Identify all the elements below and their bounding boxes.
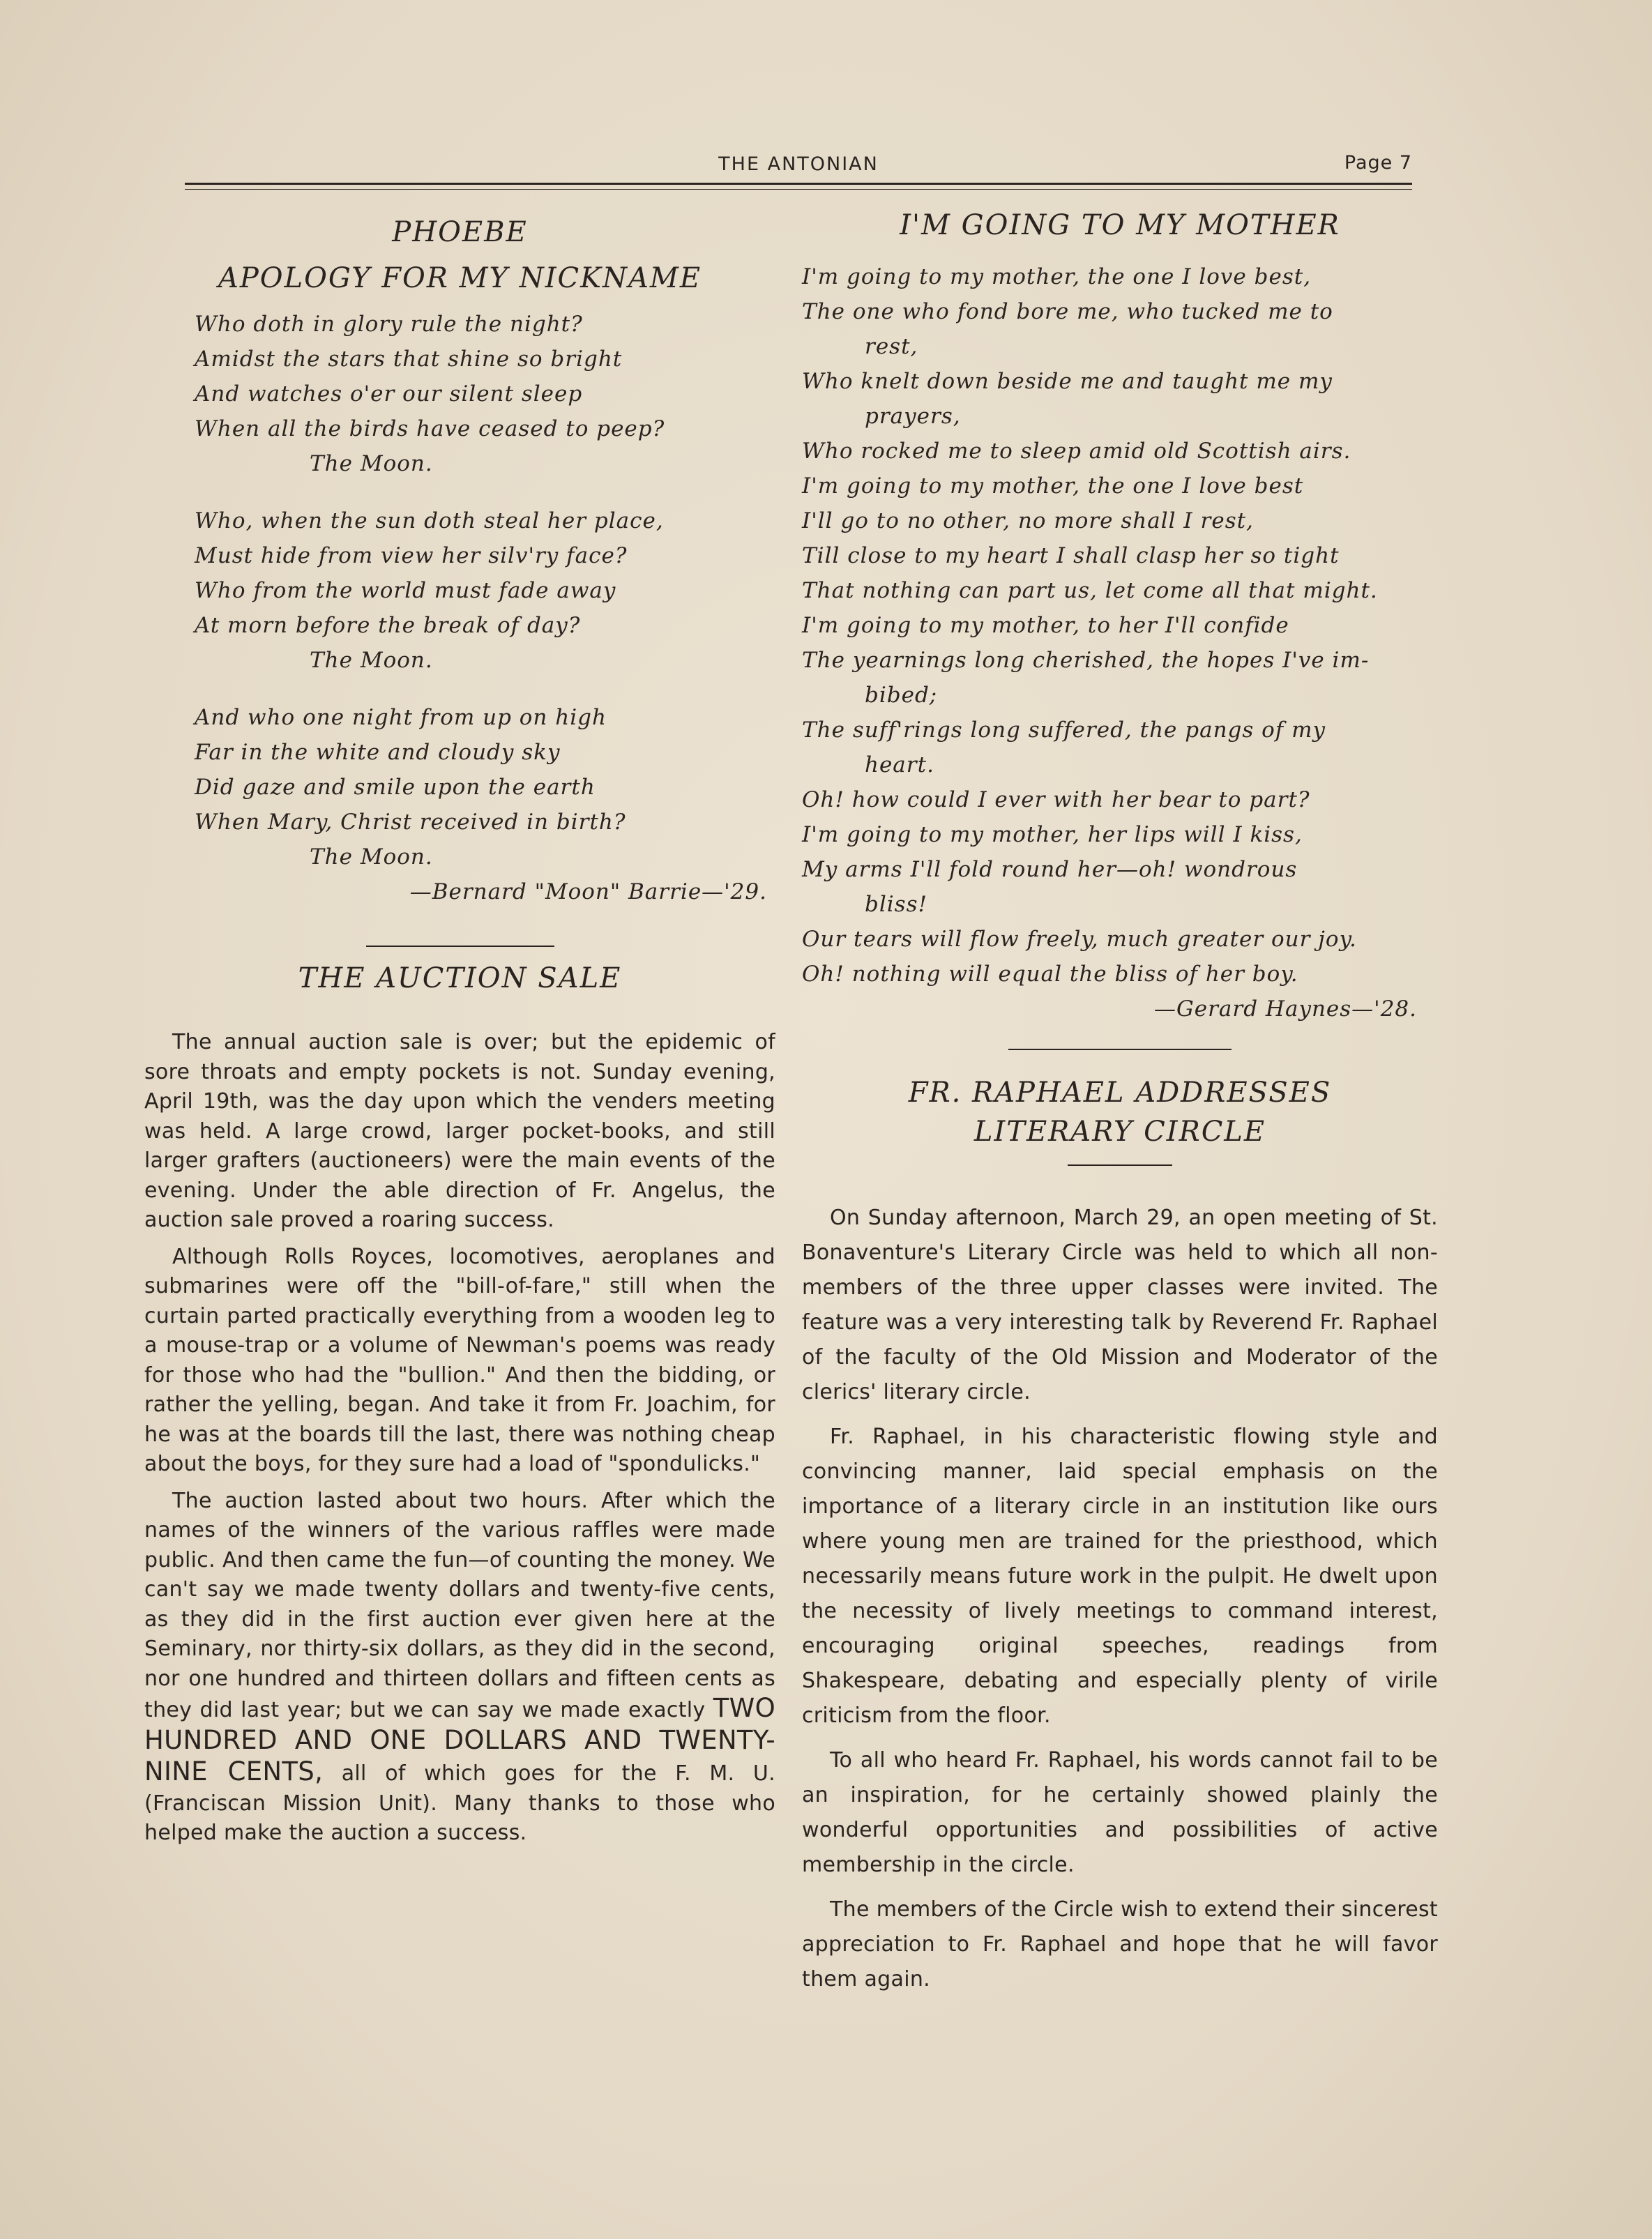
poem-line: I'll go to no other, no more shall I rest,: [802, 508, 1254, 533]
publication-title: THE ANTONIAN: [718, 153, 879, 175]
poem-refrain: The Moon.: [310, 844, 433, 870]
poem-line: When all the birds have ceased to peep?: [195, 416, 665, 441]
paragraph-text: all of which goes for the F. M. U. (Franciscan Mission Unit). Many thanks to those who helped make the auction a success.: [144, 1761, 775, 1845]
poem-line: That nothing can part us, let come all that might.: [802, 578, 1378, 603]
poem-line: At morn before the break of day?: [195, 613, 581, 638]
poem-line: Must hide from view her silv'ry face?: [195, 543, 628, 568]
poem-refrain: The Moon.: [310, 451, 433, 476]
header-rule-thin: [185, 189, 1412, 190]
article-paragraph: The members of the Circle wish to extend their sincerest appreciation to Fr. Raphael and hope that he will favor them again.: [802, 1897, 1438, 1991]
auction-article: [144, 1028, 775, 1849]
poem-line: And who one night from up on high: [195, 705, 607, 730]
section-divider: [366, 946, 554, 947]
phoebe-subtitle: APOLOGY FOR MY NICKNAME: [218, 262, 702, 294]
header-rule: [185, 183, 1412, 185]
paragraph-text: The auction lasted about two hours. After which the names of the winners of the various raffles were made public. And then came the fun—of counting the money. We can't say we made twenty dollars and twenty-five cents, as they did in the first auction ever given here at the Seminary, nor thirty-six dollars, as they did in the second, nor one hundred and thirteen dollars and fifteen cents as they did last year; but we can say we made exactly: [144, 1488, 775, 1722]
mother-signature: —Gerard Haynes—'28.: [1154, 996, 1417, 1022]
poem-line: I'm going to my mother, the one I love best: [802, 473, 1304, 499]
page-number: Page 7: [1344, 152, 1412, 174]
right-column: [802, 209, 1438, 1997]
article-paragraph: [144, 1487, 775, 1849]
poem-line: The one who fond bore me, who tucked me to: [802, 299, 1333, 324]
article-paragraph: To all who heard Fr. Raphael, his words cannot fail to be an inspiration, for he certainly showed plainly the wonderful opportunities and possibilities of active membership in the circle.: [802, 1748, 1438, 1877]
phoebe-title: PHOEBE: [392, 216, 528, 248]
poem-line: Oh! nothing will equal the bliss of her boy.: [802, 962, 1298, 987]
article-paragraph: The annual auction sale is over; but the epidemic of sore throats and empty pockets is not. Sunday evening, April 19th, was the day upon which the venders meeting was held. A large crowd, larger pocket-books, and still larger grafters (auctioneers) were the main events of the evening. Under the able direction of Fr. Angelus, the auction sale proved a roaring success.: [144, 1030, 775, 1232]
poem-line: bliss!: [865, 892, 927, 917]
poem-line: I'm going to my mother, her lips will I kiss,: [802, 822, 1303, 847]
poem-refrain: The Moon.: [310, 648, 433, 673]
poem-line: And watches o'er our silent sleep: [195, 381, 583, 407]
auction-title: THE AUCTION SALE: [298, 962, 622, 994]
article-paragraph: On Sunday afternoon, March 29, an open meeting of St. Bonaventure's Literary Circle was held to which all non-members of the three upper classes were invited. The feature was a very interesting talk by Reverend Fr. Raphael of the faculty of the Old Mission and Moderator of the clerics' literary circle.: [802, 1206, 1438, 1404]
page-header: [185, 152, 1412, 180]
article-paragraph: Fr. Raphael, in his characteristic flowing style and convincing manner, laid special emphasis on the importance of a literary circle in an institution like ours where young men are trained for the priesthood, which necessarily means future work in the pulpit. He dwelt upon the necessity of lively meetings to command interest, encouraging original speeches, readings from Shakespeare, debating and especially plenty of virile criticism from the floor.: [802, 1425, 1438, 1728]
poem-line: The yearnings long cherished, the hopes I've im-: [802, 648, 1370, 673]
poem-line: bibed;: [865, 683, 938, 708]
poem-line: Who rocked me to sleep amid old Scottish airs.: [802, 439, 1351, 464]
section-divider: [1008, 1049, 1232, 1050]
section-divider: [1068, 1164, 1172, 1166]
poem-line: Who knelt down beside me and taught me my: [802, 369, 1333, 394]
left-column: [144, 209, 775, 1849]
raphael-article: [802, 1201, 1438, 1997]
raphael-title-line2: LITERARY CIRCLE: [973, 1116, 1266, 1148]
poem-line: heart.: [865, 752, 934, 777]
poem-line: When Mary, Christ received in birth?: [195, 810, 626, 835]
poem-line: Who doth in glory rule the night?: [195, 312, 583, 337]
poem-line: prayers,: [865, 404, 961, 429]
mother-title: I'M GOING TO MY MOTHER: [900, 209, 1340, 241]
total-amount: TWO HUNDRED AND ONE DOLLARS AND TWENTY-NINE CENTS,: [144, 1693, 775, 1786]
poem-stanza: [195, 700, 775, 874]
poem-line: Did gaze and smile upon the earth: [195, 775, 596, 800]
poem-stanza: [195, 503, 775, 678]
poem-line: rest,: [865, 334, 918, 359]
poem-stanza: [195, 307, 775, 481]
poem-line: Amidst the stars that shine so bright: [195, 347, 623, 372]
poem-line: I'm going to my mother, to her I'll confide: [802, 613, 1289, 638]
mother-poem: [802, 259, 1438, 992]
poem-line: The suff'rings long suffered, the pangs of my: [802, 718, 1326, 743]
poem-line: Who, when the sun doth steal her place,: [195, 508, 664, 533]
phoebe-poem: [144, 307, 775, 909]
article-paragraph: Although Rolls Royces, locomotives, aeroplanes and submarines were off the "bill-of-fare," still when the curtain parted practically everything from a wooden leg to a mouse-trap or a volume of Newman's poems was ready for those who had the "bullion." And then the bidding, or rather the yelling, began. And take it from Fr. Joachim, for he was at the boards till the last, there was nothing cheap about the boys, for they sure had a load of "spondulicks.": [144, 1244, 775, 1476]
poem-line: Our tears will flow freely, much greater our joy.: [802, 927, 1357, 952]
poem-line: Till close to my heart I shall clasp her so tight: [802, 543, 1340, 568]
raphael-title-line1: FR. RAPHAEL ADDRESSES: [908, 1077, 1332, 1109]
poem-line: My arms I'll fold round her—oh! wondrous: [802, 857, 1298, 882]
poem-line: Oh! how could I ever with her bear to part?: [802, 787, 1310, 812]
poem-line: Far in the white and cloudy sky: [195, 740, 561, 765]
poem-line: Who from the world must fade away: [195, 578, 616, 603]
phoebe-signature: —Bernard "Moon" Barrie—'29.: [409, 879, 767, 904]
poem-line: I'm going to my mother, the one I love best,: [802, 264, 1312, 289]
